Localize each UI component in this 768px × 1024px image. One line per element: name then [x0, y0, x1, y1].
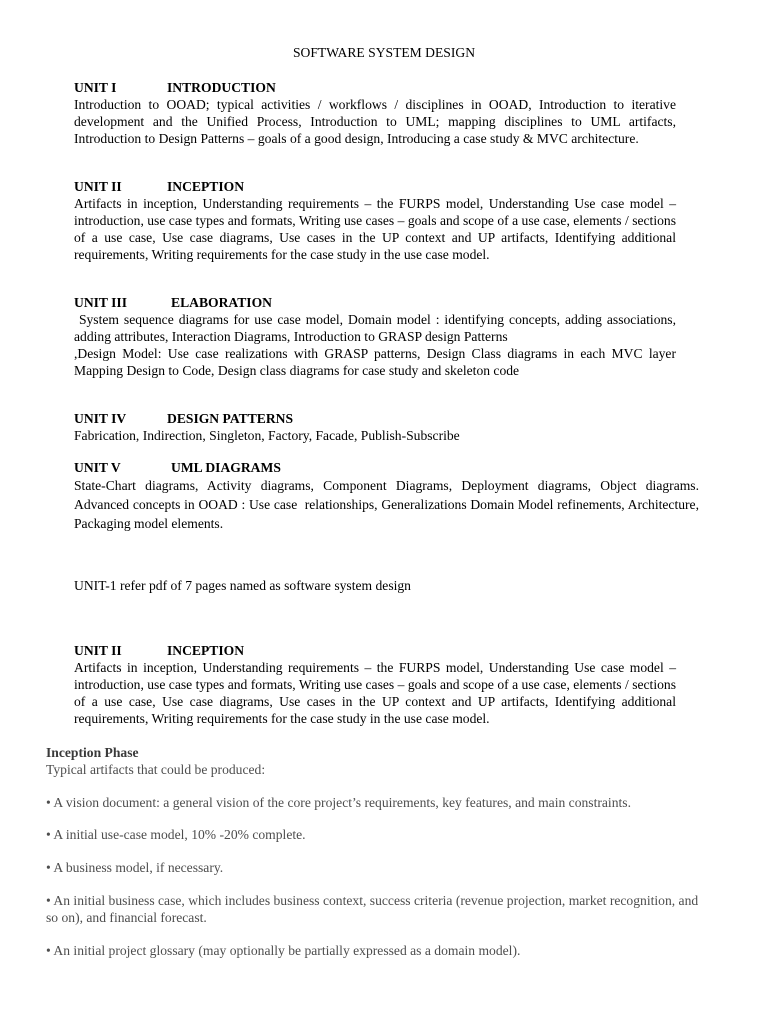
unit-text: ,Design Model: Use case realizations with GRASP patterns, Design Class diagrams in each MVC layer Mapping Design to Code, Design class diagrams for case study and skeleton code: [74, 346, 676, 378]
bullet-item: • A initial use-case model, 10% -20% complete.: [46, 827, 306, 842]
unit-5-section: [74, 459, 703, 533]
bullet-item: • A business model, if necessary.: [46, 860, 224, 875]
unit-text: System sequence diagrams for use case model, Domain model : identifying concepts, adding associations, adding attributes, Interaction Diagrams, Introduction to GRASP design Patterns: [74, 312, 680, 344]
unit-heading: [74, 642, 676, 659]
unit-heading: [74, 410, 676, 427]
unit-name: UML DIAGRAMS: [171, 460, 281, 475]
bullet-item: • An initial business case, which includes business context, success criteria (revenue projection, market recognition, and so on), and financial forecast.: [46, 893, 699, 925]
unit-2-section: [74, 178, 676, 263]
unit-text: Artifacts in inception, Understanding requirements – the FURPS model, Understanding Use case model – introduction, use case types and formats, Writing use cases – goals and scope of a use case, elements / sections of a use case, Use case diagrams, Use cases in the UP context and UP artifacts, Identifying additional requirements, Writing requirements for the case study in the use case model.: [74, 196, 676, 262]
unit-number: UNIT IV: [74, 411, 127, 426]
unit-2-repeat-section: [74, 642, 676, 727]
unit-text: Artifacts in inception, Understanding requirements – the FURPS model, Understanding Use case model – introduction, use case types and formats, Writing use cases – goals and scope of a use case, elements / sections of a use case, Use case diagrams, Use cases in the UP context and UP artifacts, Identifying additional requirements, Writing requirements for the case study in the use case model.: [74, 660, 676, 726]
unit-1-section: [74, 79, 676, 147]
unit-number: UNIT I: [74, 80, 117, 95]
inception-heading: Inception Phase: [46, 745, 139, 760]
unit-number: UNIT II: [74, 643, 122, 658]
unit-number: UNIT II: [74, 179, 122, 194]
unit-text: Introduction to OOAD; typical activities / workflows / disciplines in OOAD, Introduction to iterative development and the Unified Process, Introduction to UML; mapping disciplines to UML artifacts, Introduction to Design Patterns – goals of a good design, Introducing a case study & MVC architecture.: [74, 97, 676, 146]
unit-name: INCEPTION: [167, 643, 245, 658]
inception-phase-section: [46, 744, 746, 778]
document-title: SOFTWARE SYSTEM DESIGN: [292, 45, 476, 60]
inception-intro: Typical artifacts that could be produced:: [46, 762, 266, 777]
unit-heading: [74, 178, 676, 195]
unit-name: ELABORATION: [171, 295, 272, 310]
unit-heading: [74, 294, 676, 311]
bullet-item: • An initial project glossary (may optionally be partially expressed as a domain model).: [46, 943, 521, 958]
unit-number: UNIT III: [74, 295, 128, 310]
unit-text: Fabrication, Indirection, Singleton, Factory, Facade, Publish-Subscribe: [74, 428, 460, 443]
unit-text: State-Chart diagrams, Activity diagrams, Component Diagrams, Deployment diagrams, Object diagrams. Advanced concepts in OOAD : Use case relationships, Generalizations Domain Model refinements, Architecture, Packaging model elements.: [74, 478, 703, 531]
unit-number: UNIT V: [74, 460, 121, 475]
unit-name: DESIGN PATTERNS: [167, 411, 294, 426]
unit-name: INCEPTION: [167, 179, 245, 194]
bullet-item: • A vision document: a general vision of the core project’s requirements, key features, and main constraints.: [46, 795, 631, 810]
unit-heading: [74, 459, 699, 476]
unit-name: INTRODUCTION: [167, 80, 276, 95]
unit-3-section: [74, 294, 680, 379]
unit-heading: [74, 79, 676, 96]
unit-4-section: [74, 410, 676, 444]
reference-note: UNIT-1 refer pdf of 7 pages named as software system design: [74, 578, 411, 593]
